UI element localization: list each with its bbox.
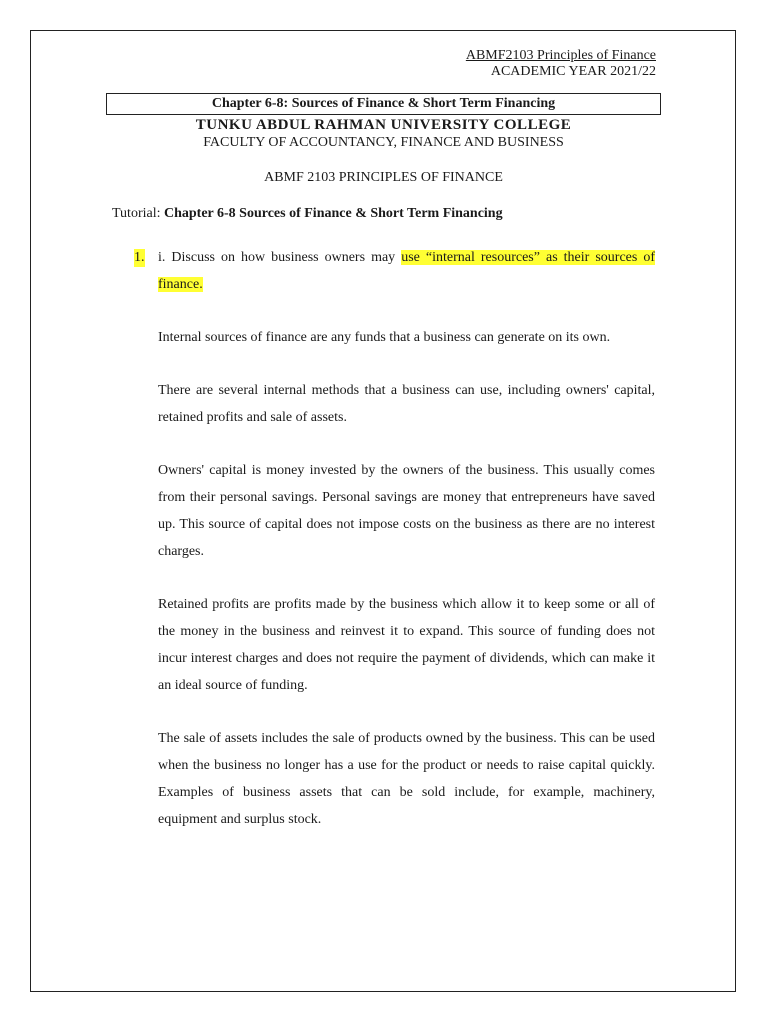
answer-paragraph: The sale of assets includes the sale of products owned by the business. This can be used when the business no longer has a use for the product or needs to raise capital quickly. Examples of business assets that can be sold include, for example, machinery, equipment and surplus stock. xyxy=(158,731,655,827)
question-number: 1. xyxy=(134,250,145,265)
tutorial-chapter: Chapter 6-8 Sources of Finance & Short Term Financing xyxy=(164,206,503,221)
answer-paragraph: There are several internal methods that a business can use, including owners' capital, retained profits and sale of assets. xyxy=(158,383,655,425)
question-highlighted: use “internal resources” as their sources of finance. xyxy=(158,250,656,292)
course-code-line: ABMF2103 Principles of Finance xyxy=(465,48,656,63)
faculty-name: FACULTY OF ACCOUNTANCY, FINANCE AND BUSINESS xyxy=(203,135,564,150)
tutorial-label: Tutorial: xyxy=(112,206,164,221)
answer-paragraph: Internal sources of finance are any funds that a business can generate on its own. xyxy=(158,330,611,345)
question-prefix: i. Discuss on how business owners may xyxy=(158,250,402,265)
chapter-title-box: Chapter 6-8: Sources of Finance & Short Term Financing xyxy=(106,93,661,115)
course-title: ABMF 2103 PRINCIPLES OF FINANCE xyxy=(264,170,503,185)
tutorial-line xyxy=(112,205,503,223)
answer-paragraph: Owners' capital is money invested by the owners of the business. This usually comes from their personal savings. Personal savings are money that entrepreneurs have saved up. This source of capital does not impose costs on the business as there are no interest charges. xyxy=(158,463,655,559)
institution-name: TUNKU ABDUL RAHMAN UNIVERSITY COLLEGE xyxy=(195,117,572,133)
question-content xyxy=(158,244,655,859)
document-header xyxy=(466,48,656,80)
academic-year: ACADEMIC YEAR 2021/22 xyxy=(490,64,656,79)
question-text xyxy=(158,244,655,298)
answer-paragraph: Retained profits are profits made by the business which allow it to keep some or all of the money in the business and reinvest it to expand. This source of funding does not incur interest charges and does not require the payment of dividends, which can make it an ideal source of funding. xyxy=(158,597,655,693)
